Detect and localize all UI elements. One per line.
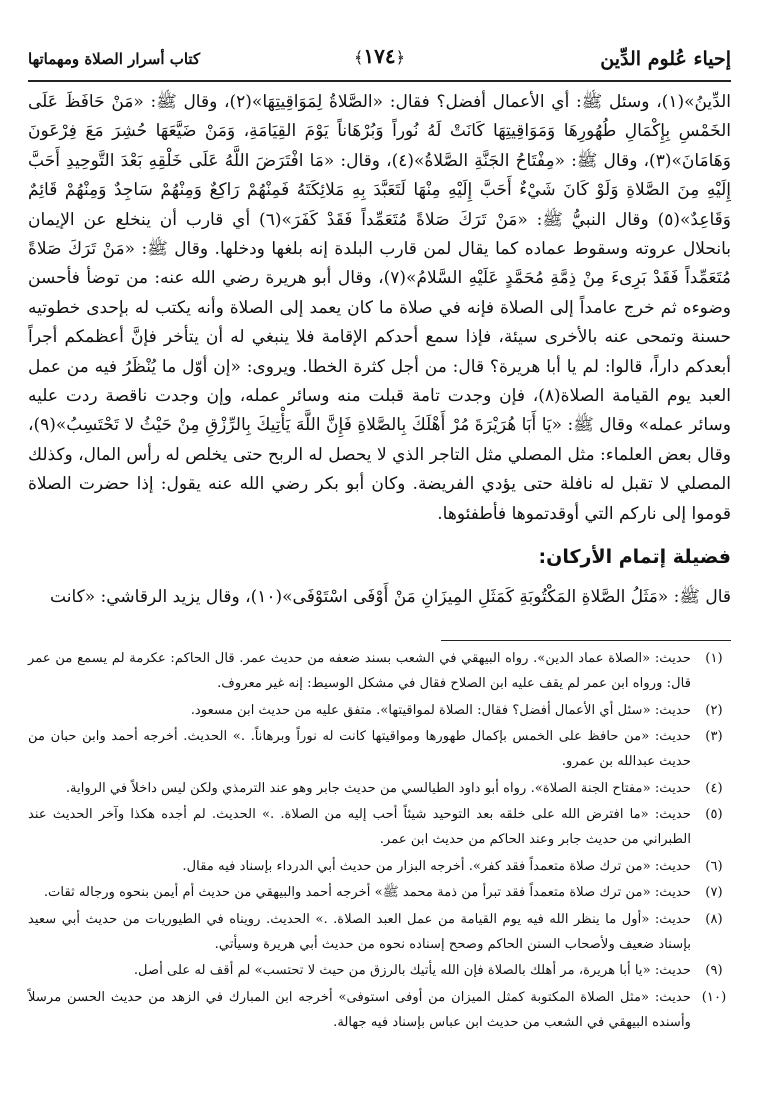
footnote: [28, 802, 737, 852]
footnote: [28, 724, 737, 774]
footnote-text: حديث: «سئل أي الأعمال أفضل؟ فقال: الصلاة لمواقيتها». متفق عليه من حديث ابن مسعود.: [190, 702, 691, 718]
footnote-text: حديث: «من ترك صلاة متعمداً فقد تبرأ من ذمة محمد ﷺ» أخرجه أحمد والبيهقي من حديث أم أيمن بنحوه ورجاله ثقات.: [43, 885, 691, 900]
footnote-number: (١٠): [701, 989, 727, 1005]
footnote-text: حديث: «مفتاح الجنة الصلاة». رواه أبو داود الطيالسي من حديث جابر وهو عند الترمذي ولكن ليس داخلاً في الرواية.: [65, 780, 691, 796]
chapter-title: كتاب أسرار الصلاة ومهماتها: [28, 50, 201, 68]
footnote-number: (٩): [705, 963, 723, 978]
footnote-text: حديث: «يا أبا هريرة، مر أهلك بالصلاة فإن الله يأتيك بالرزق من حيث لا تحتسب» لم أقف له على أصل.: [133, 963, 691, 978]
footnote-number: (٦): [705, 858, 723, 874]
book-title: إحياء عُلوم الدِّين: [600, 48, 731, 70]
footnote: [28, 776, 737, 801]
section-heading: فضيلة إتمام الأركان:: [538, 546, 731, 568]
footnote: [28, 854, 737, 879]
footnote-number: (٧): [705, 885, 723, 900]
footnote-number: (٢): [705, 702, 723, 718]
footnote: [28, 958, 737, 983]
footnote: [28, 646, 737, 696]
footnote: [28, 907, 737, 957]
footnote-text: حديث: «أول ما ينظر الله فيه يوم القيامة من عمل العبد الصلاة. .» الحديث. رويناه في الطيوريات من حديث أبي سعيد بإسناد ضعيف ولأصحاب السنن الحاكم وصحح إسناده نحوه من حديث أبي هريرة وسيأتي.: [28, 911, 691, 952]
page-number: [354, 44, 405, 68]
footnote-number: (٨): [705, 911, 723, 927]
main-text: [28, 88, 731, 529]
section-text: قال ﷺ: «مَثَلُ الصَّلاةِ المَكْتُوبَةِ كَمَثَلِ المِيزَانِ مَنْ أَوْفَى اسْتَوْفَى»(١٠)، وقال يزيد الرقاشي: «كانت: [50, 587, 731, 607]
footnote-text: حديث: «الصلاة عماد الدين». رواه البيهقي في الشعب بسند ضعفه من حديث عمر. قال الحاكم: عكرمة لم يسمع من عمر قال: ورواه ابن عمر لم يقف عليه ابن الصلاح فقال في مشكل الوسيط: إنه غير معروف.: [28, 651, 691, 691]
footnote-number: (١): [705, 651, 723, 666]
ornament-right-icon: ﴿: [395, 48, 405, 67]
footnote-text: حديث: «من ترك صلاة متعمداً فقد كفر». أخرجه البزار من حديث أبي الدرداء بإسناد فيه مقال.: [182, 858, 691, 874]
footnote-number: (٤): [705, 780, 723, 796]
footnote-number: (٥): [705, 807, 723, 822]
footnote-text: حديث: «ما افترض الله على خلقه بعد التوحيد شيئاً أحب إليه من الصلاة. .» الحديث. لم أجده هكذا وآخر الحديث عند الطبراني من حديث جابر وعند الحاكم من حديث ابن عمر.: [28, 807, 691, 847]
footnote-divider: [441, 640, 731, 641]
footnote: [28, 880, 737, 905]
footnote: [28, 985, 737, 1035]
footnote-number: (٣): [705, 729, 723, 744]
ornament-left-icon: ﴾: [354, 48, 364, 67]
main-paragraph: الدِّينُ»(١)، وسئل ﷺ: أي الأعمال أفضل؟ فقال: «الصَّلاةُ لِمَوَاقِيتِهَا»(٢)، وقال ﷺ: «مَنْ حَافَظَ عَلَى الخَمْسِ بِإِكْمَالِ طُهُورِهَا وَمَوَاقِيتِهَا كَانَتْ لَهُ نُوراً وَبُرْهَاناً يَوْمَ القِيَامَةِ، وَمَنْ ضَيَّعَهَا حُشِرَ مَعَ فِرْعَونَ وَهَامَانَ»(٣)، وقال ﷺ: «مِفْتَاحُ الجَنَّةِ الصَّلاةُ»(٤)، وقال: «مَا افْتَرَضَ اللَّهُ عَلَى خَلْقِهِ بَعْدَ التَّوحِيدِ أَحَبَّ إِلَيْهِ مِنَ الصَّلاةِ وَلَوْ كَانَ شَيْءٌ أَحَبَّ إِلَيْهِ مِنْهَا لَتَعَبَّدَ بِهِ مَلائِكَتَهُ فَمِنْهُمْ رَاكِعٌ وَمِنْهُمْ سَاجِدٌ وَمِنْهُمْ قَائِمٌ وَقَاعِدٌ»(٥) وقال النبيُّ ﷺ: «مَنْ تَرَكَ صَلاةً مُتَعَمِّداً فَقَدْ كَفَرَ»(٦) أي قارب أن ينخلع عن الإيمان بانحلال عروته وسقوط عماده كما يقال لمن قارب البلدة إنه بلغها ودخلها. وقال ﷺ: «مَنْ تَرَكَ صَلاةً مُتَعَمِّداً فَقَدْ بَرِىءَ مِنْ ذِمَّةِ مُحَمَّدٍ عَلَيْهِ السَّلامُ»(٧)، وقال أبو هريرة رضي الله عنه: من توضأ فأحسن وضوءه ثم خرج عامداً إلى الصلاة فإنه في صلاة ما كان يعمد إلى الصلاة وأنه يكتب له بإحدى خطوتيه حسنة وتمحى عنه بالأخرى سيئة، فإذا سمع أحدكم الإقامة فلا ينبغي له أن يتأخر فإنَّ أعظمكم أجراً أبعدكم داراً، قالوا: لم يا أبا هريرة؟ قال: من أجل كثرة الخطا. ويروى: «إن أوّل ما يُنْظَرُ فيه من عمل العبد يوم القيامة الصلاة(٨)، فإن وجدت تامة قبلت منه وسائر عمله، وإن وجدت ناقصة ردت عليه وسائر عمله» وقال ﷺ: «يَا أَبَا هُرَيْرَةَ مُرْ أَهْلَكَ بِالصَّلاةِ فَإِنَّ اللَّهَ يَأْتِيكَ بِالرِّزْقِ مِنْ حَيْثُ لا تَحْتَسِبُ»(٩)، وقال بعض العلماء: مثل المصلي مثل التاجر الذي لا يحصل له الربح حتى يخلص له رأس المال، وكذلك المصلي لا تقبل له نافلة حتى يؤدي الفريضة. وكان أبو بكر رضي الله عنه يقول: إذا حضرت الصلاة قوموا إلى ناركم التي أوقدتموها فأطفئوها.: [28, 92, 731, 524]
page-header: [28, 38, 731, 82]
page-number-value: ١٧٤: [363, 44, 396, 68]
footnote-text: حديث: «من حافظ على الخمس بإكمال طهورها ومواقيتها كانت له نوراً وبرهاناً. .» الحديث. أخرجه أحمد وابن حبان من حديث عبدالله بن عمرو.: [28, 729, 691, 769]
footnote-text: حديث: «مثل الصلاة المكتوبة كمثل الميزان من أوفى استوفى» أخرجه ابن المبارك في الزهد من حديث الحسن مرسلاً وأسنده البيهقي في الشعب من حديث ابن عباس بإسناد فيه جهالة.: [28, 989, 691, 1030]
footnote: [28, 698, 737, 723]
footnotes: [28, 646, 737, 1036]
